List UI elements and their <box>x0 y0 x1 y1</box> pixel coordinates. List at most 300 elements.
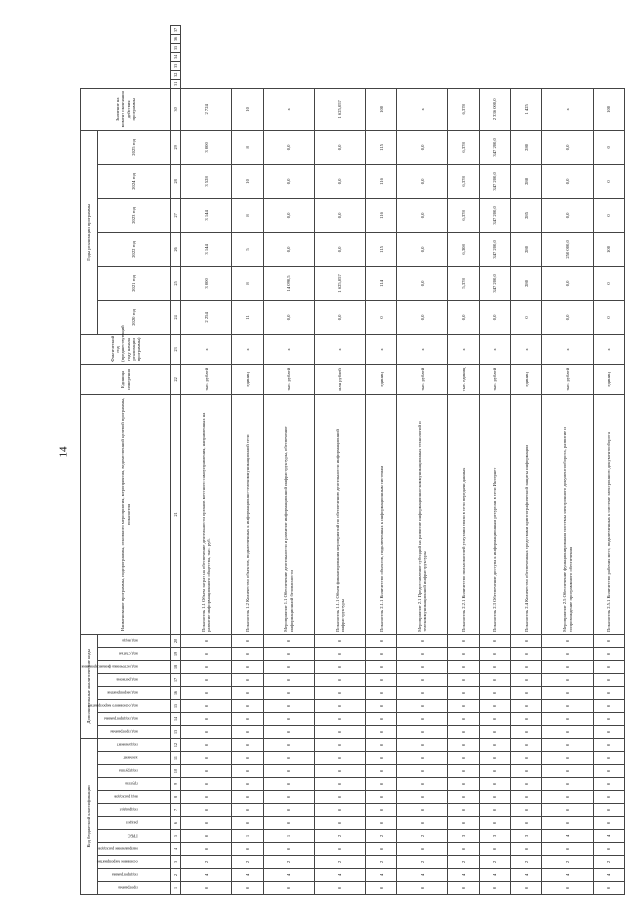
code-cell: 0 <box>542 804 593 817</box>
year-value-cell: 0,0 <box>263 300 314 334</box>
code-cell: 0 <box>397 791 448 804</box>
header-code-col-label: подэлемент <box>117 742 139 748</box>
addl-code-cell: 0 <box>181 673 232 686</box>
fact-cell: х <box>181 334 232 364</box>
addl-code-cell: 0 <box>511 634 542 647</box>
year-value-cell: 6,378 <box>448 130 479 164</box>
year-value-cell: 0,0 <box>542 266 593 300</box>
year-value-cell: 347 200,0 <box>479 232 510 266</box>
header-years: Годы реализации программы <box>81 130 98 334</box>
year-value-cell: 3 144 <box>181 232 232 266</box>
code-cell: 0 <box>181 804 232 817</box>
header-code-col-label: программа <box>118 885 138 891</box>
addl-code-cell: 0 <box>263 647 314 660</box>
column-number: 34 <box>171 52 181 61</box>
table-row <box>232 26 263 895</box>
code-cell: 3 <box>511 830 542 843</box>
column-number: 16 <box>171 686 181 699</box>
code-cell: 0 <box>181 791 232 804</box>
code-cell: 0 <box>181 765 232 778</box>
year-value-cell: 3 528 <box>181 164 232 198</box>
year-value-cell: 0,0 <box>314 300 365 334</box>
code-cell: 0 <box>479 843 510 856</box>
year-value-cell: 0 <box>593 198 624 232</box>
addl-code-cell: 0 <box>181 712 232 725</box>
addl-code-cell: 0 <box>542 725 593 738</box>
header-addl-col-label: код статьи <box>119 651 138 657</box>
page-number: 14 <box>57 446 70 458</box>
table-row <box>397 26 448 895</box>
code-cell: 0 <box>314 765 365 778</box>
header-addl-col <box>98 647 171 660</box>
final-value-cell: 1 625,057 <box>314 88 365 130</box>
column-number: 21 <box>171 394 181 634</box>
header-addl-col-label: код мероприятия <box>107 690 138 696</box>
addl-code-cell: 0 <box>448 634 479 647</box>
addl-code-cell: 0 <box>542 699 593 712</box>
year-value-cell: 8 <box>232 130 263 164</box>
column-number: 31 <box>171 79 181 88</box>
code-cell: 0 <box>511 778 542 791</box>
header-addl-col-label: код подпрограммы <box>104 716 138 722</box>
code-cell: 0 <box>593 778 624 791</box>
year-value-cell: 347 200,0 <box>479 130 510 164</box>
addl-code-cell: 0 <box>181 699 232 712</box>
rotated-table-container <box>80 25 625 895</box>
code-cell: 0 <box>511 765 542 778</box>
code-cell: 0 <box>365 817 396 830</box>
code-cell: 4 <box>365 869 396 882</box>
year-value-cell: 5,378 <box>448 266 479 300</box>
addl-code-cell: 0 <box>448 686 479 699</box>
code-cell: 0 <box>397 804 448 817</box>
addl-code-cell: 0 <box>263 699 314 712</box>
code-cell: 2 <box>593 856 624 869</box>
code-cell: 0 <box>181 817 232 830</box>
header-year: 2023 год <box>98 198 171 232</box>
addl-code-cell: 0 <box>479 660 510 673</box>
addl-code-cell: 0 <box>479 647 510 660</box>
addl-code-cell: 0 <box>365 673 396 686</box>
code-cell: 2 <box>448 856 479 869</box>
column-number: 12 <box>171 738 181 751</box>
code-cell: 0 <box>181 738 232 751</box>
column-number: 36 <box>171 35 181 44</box>
code-cell: 2 <box>397 856 448 869</box>
addl-code-cell: 0 <box>397 673 448 686</box>
column-number: 5 <box>171 830 181 843</box>
code-cell: 0 <box>314 804 365 817</box>
code-cell: 0 <box>181 882 232 895</box>
code-cell: 0 <box>542 791 593 804</box>
header-code-col <box>98 738 171 751</box>
addl-code-cell: 0 <box>232 699 263 712</box>
final-value-cell: х <box>263 88 314 130</box>
column-number: 17 <box>171 673 181 686</box>
code-cell: 4 <box>232 869 263 882</box>
year-value-cell: 0 <box>511 300 542 334</box>
header-addl-col-label: код вида <box>122 638 138 644</box>
fact-cell: х <box>232 334 263 364</box>
fact-cell: х <box>397 334 448 364</box>
final-value-cell: 6,378 <box>448 88 479 130</box>
final-value-cell: 2 336 000,0 <box>479 88 510 130</box>
year-value-cell: 8 <box>232 266 263 300</box>
code-cell: 4 <box>397 869 448 882</box>
unit-cell: единиц <box>511 364 542 394</box>
code-cell: 0 <box>448 738 479 751</box>
header-code-col-label: элемент <box>123 755 138 761</box>
code-cell: 0 <box>511 752 542 765</box>
table-row <box>511 26 542 895</box>
header-year: 2020 год <box>98 300 171 334</box>
year-value-cell: 0,0 <box>314 198 365 232</box>
code-cell: 0 <box>232 882 263 895</box>
code-cell: 0 <box>479 752 510 765</box>
code-cell: 0 <box>593 843 624 856</box>
column-number: 15 <box>171 699 181 712</box>
year-value-cell: 0,0 <box>397 232 448 266</box>
year-value-cell: 6,378 <box>448 198 479 232</box>
code-cell: 0 <box>542 817 593 830</box>
code-cell: 0 <box>479 804 510 817</box>
year-value-cell: 0,0 <box>314 164 365 198</box>
addl-code-cell: 0 <box>397 647 448 660</box>
addl-code-cell: 0 <box>232 725 263 738</box>
addl-code-cell: 0 <box>593 673 624 686</box>
code-cell: 0 <box>542 765 593 778</box>
code-cell: 0 <box>314 752 365 765</box>
code-cell: 4 <box>263 869 314 882</box>
table-row <box>314 26 365 895</box>
header-addl-col <box>88 699 171 712</box>
code-cell: 4 <box>542 869 593 882</box>
column-number: 10 <box>171 765 181 778</box>
code-cell: 4 <box>181 869 232 882</box>
header-final: Значение на момент окончания действия программы <box>81 88 171 130</box>
addl-code-cell: 0 <box>232 686 263 699</box>
code-cell: 0 <box>542 752 593 765</box>
addl-code-cell: 0 <box>365 712 396 725</box>
unit-cell: тыс. рублей <box>542 364 593 394</box>
code-cell: 3 <box>479 830 510 843</box>
addl-code-cell: 0 <box>448 699 479 712</box>
code-cell: 0 <box>263 738 314 751</box>
code-cell: 0 <box>397 843 448 856</box>
indicator-name: Показатель 1.1.1 Объем финансирования мероприятий по обеспечению деятельности информационной инфраструктуры <box>314 394 365 634</box>
code-cell: 2 <box>365 830 396 843</box>
addl-code-cell: 0 <box>181 660 232 673</box>
header-addl-col <box>98 686 171 699</box>
header-code-col-label: подраздел <box>120 807 138 813</box>
unit-cell: тыс. единиц <box>448 364 479 394</box>
addl-code-cell: 0 <box>232 673 263 686</box>
code-cell: 0 <box>448 752 479 765</box>
addl-code-cell: 0 <box>511 660 542 673</box>
addl-code-cell: 0 <box>397 660 448 673</box>
header-code-col <box>98 791 171 804</box>
year-value-cell: 0 <box>593 266 624 300</box>
addl-code-cell: 0 <box>511 699 542 712</box>
addl-code-cell: 0 <box>479 673 510 686</box>
code-cell: 0 <box>232 843 263 856</box>
addl-code-cell: 0 <box>542 673 593 686</box>
addl-code-cell: 0 <box>263 725 314 738</box>
indicator-name: Показатель 2.3 Обеспечение доступа к информационным ресурсам в сети Интернет <box>479 394 510 634</box>
column-number: 27 <box>171 198 181 232</box>
column-number: 7 <box>171 804 181 817</box>
year-value-cell: 0,0 <box>542 198 593 232</box>
addl-code-cell: 0 <box>448 712 479 725</box>
code-cell: 0 <box>263 791 314 804</box>
indicator-name: Показатель 2.1.1 Количество объектов, подключенных к информационным системам <box>365 394 396 634</box>
addl-code-cell: 0 <box>511 686 542 699</box>
header-unit: Единица измерения <box>81 364 171 394</box>
header-code-col-label: подпрограмма <box>112 872 138 878</box>
addl-code-cell: 0 <box>263 634 314 647</box>
code-cell: 0 <box>365 778 396 791</box>
column-number: 2 <box>171 869 181 882</box>
year-value-cell: 1 625,057 <box>314 266 365 300</box>
indicator-name: Показатель 1.2 Количество объектов, подключенных к информационно-телекоммуникационной сети <box>232 394 263 634</box>
code-cell: 0 <box>232 791 263 804</box>
code-cell: 0 <box>181 752 232 765</box>
code-cell: 0 <box>511 882 542 895</box>
year-value-cell: 0,0 <box>314 232 365 266</box>
code-cell: 2 <box>314 830 365 843</box>
code-cell: 0 <box>232 804 263 817</box>
addl-code-cell: 0 <box>365 699 396 712</box>
year-value-cell: 347 200,0 <box>479 164 510 198</box>
year-value-cell: 0,0 <box>542 164 593 198</box>
year-value-cell: 3 144 <box>181 198 232 232</box>
header-addl-col <box>98 634 171 647</box>
code-cell: 2 <box>479 856 510 869</box>
code-cell: 0 <box>511 843 542 856</box>
header-code-col <box>98 856 171 869</box>
code-cell: 0 <box>448 804 479 817</box>
code-cell: 0 <box>448 765 479 778</box>
addl-code-cell: 0 <box>232 647 263 660</box>
addl-code-cell: 0 <box>365 686 396 699</box>
fact-cell: х <box>593 334 624 364</box>
addl-code-cell: 0 <box>314 712 365 725</box>
addl-code-cell: 0 <box>593 647 624 660</box>
addl-code-cell: 0 <box>397 699 448 712</box>
code-cell: 4 <box>542 830 593 843</box>
code-cell: 4 <box>479 869 510 882</box>
column-number: 28 <box>171 164 181 198</box>
year-value-cell: 0,0 <box>542 300 593 334</box>
column-number: 19 <box>171 647 181 660</box>
year-value-cell: 114 <box>365 266 396 300</box>
column-number: 13 <box>171 725 181 738</box>
header-addl-col-label: код основного мероприятия <box>88 703 138 709</box>
addl-code-cell: 0 <box>263 712 314 725</box>
code-cell: 0 <box>365 738 396 751</box>
unit-cell: тыс. рублей <box>181 364 232 394</box>
addl-code-cell: 0 <box>542 686 593 699</box>
code-cell: 0 <box>479 778 510 791</box>
year-value-cell: 0 <box>593 164 624 198</box>
fact-cell: х <box>542 334 593 364</box>
code-cell: 0 <box>232 752 263 765</box>
addl-code-cell: 0 <box>181 686 232 699</box>
code-cell: 0 <box>448 843 479 856</box>
year-value-cell: 10 <box>232 164 263 198</box>
code-cell: 0 <box>181 843 232 856</box>
column-number: 32 <box>171 70 181 79</box>
code-cell: 0 <box>448 778 479 791</box>
addl-code-cell: 0 <box>365 647 396 660</box>
code-cell: 2 <box>542 856 593 869</box>
code-cell: 0 <box>542 778 593 791</box>
code-cell: 0 <box>397 752 448 765</box>
addl-code-cell: 0 <box>479 686 510 699</box>
column-number: 1 <box>171 882 181 895</box>
addl-code-cell: 0 <box>593 725 624 738</box>
column-number: 20 <box>171 634 181 647</box>
header-addl-col-label: код программы <box>110 729 138 735</box>
code-cell: 0 <box>365 843 396 856</box>
year-value-cell: 6,378 <box>448 164 479 198</box>
indicator-name: Мероприятие 1.1 Обеспечение деятельности и развитие информационной инфраструктуры, обеспечение информационной безопасности <box>263 394 314 634</box>
addl-code-cell: 0 <box>397 712 448 725</box>
table-row <box>181 26 232 895</box>
year-value-cell: 14 090,5 <box>263 266 314 300</box>
fact-cell: х <box>479 334 510 364</box>
header-code-col <box>98 869 171 882</box>
addl-code-cell: 0 <box>397 634 448 647</box>
final-value-cell: 1 425 <box>511 88 542 130</box>
header-code-col <box>98 882 171 895</box>
final-value-cell: 10 <box>232 88 263 130</box>
unit-cell: единиц <box>593 364 624 394</box>
code-cell: 0 <box>511 804 542 817</box>
year-value-cell: 11 <box>232 300 263 334</box>
code-cell: 0 <box>448 791 479 804</box>
header-code-col <box>98 843 171 856</box>
column-number: 3 <box>171 856 181 869</box>
table-row <box>448 26 479 895</box>
addl-code-cell: 0 <box>448 673 479 686</box>
header-code-col <box>98 817 171 830</box>
header-addl-col <box>81 660 171 673</box>
code-cell: 0 <box>479 791 510 804</box>
column-number: 24 <box>171 300 181 334</box>
year-value-cell: 8 <box>232 198 263 232</box>
column-number: 25 <box>171 266 181 300</box>
addl-code-cell: 0 <box>479 725 510 738</box>
addl-code-cell: 0 <box>232 634 263 647</box>
column-number: 8 <box>171 791 181 804</box>
header-code-col-label: группа <box>125 781 138 787</box>
addl-code-cell: 0 <box>263 660 314 673</box>
code-cell: 0 <box>181 830 232 843</box>
header-code-col-label: ГРБС <box>128 833 138 839</box>
year-value-cell: 115 <box>365 130 396 164</box>
code-cell: 0 <box>593 817 624 830</box>
year-value-cell: 0,0 <box>397 164 448 198</box>
code-cell: 0 <box>448 817 479 830</box>
header-title: Наименование программы, подпрограммы, основного мероприятия, мероприятия, ведомственной целевой программы, показателя <box>81 394 171 634</box>
code-cell: 0 <box>314 791 365 804</box>
table-row <box>365 26 396 895</box>
year-value-cell: 6,308 <box>448 232 479 266</box>
addl-code-cell: 0 <box>448 725 479 738</box>
addl-code-cell: 0 <box>314 634 365 647</box>
code-cell: 4 <box>593 830 624 843</box>
addl-code-cell: 0 <box>593 686 624 699</box>
addl-code-cell: 0 <box>479 712 510 725</box>
addl-code-cell: 0 <box>314 647 365 660</box>
code-cell: 0 <box>314 738 365 751</box>
header-code-col <box>98 778 171 791</box>
code-cell: 2 <box>397 830 448 843</box>
year-value-cell: 0,0 <box>397 130 448 164</box>
year-value-cell: 0,0 <box>479 300 510 334</box>
header-code-col-label: направление расходов <box>98 846 138 852</box>
code-cell: 0 <box>314 882 365 895</box>
header-year: 2022 год <box>98 232 171 266</box>
addl-code-cell: 0 <box>181 634 232 647</box>
code-cell: 0 <box>593 752 624 765</box>
addl-code-cell: 0 <box>542 660 593 673</box>
code-cell: 0 <box>479 817 510 830</box>
code-cell: 0 <box>542 882 593 895</box>
code-cell: 0 <box>365 752 396 765</box>
code-cell: 0 <box>397 765 448 778</box>
code-cell: 0 <box>365 765 396 778</box>
table-row <box>593 26 624 895</box>
header-additional-codes: Дополнительные аналитические коды <box>81 634 98 738</box>
code-cell: 0 <box>263 882 314 895</box>
addl-code-cell: 0 <box>314 725 365 738</box>
addl-code-cell: 0 <box>479 699 510 712</box>
addl-code-cell: 0 <box>511 712 542 725</box>
addl-code-cell: 0 <box>448 647 479 660</box>
year-value-cell: 280 <box>511 232 542 266</box>
column-number: 14 <box>171 712 181 725</box>
code-cell: 0 <box>263 817 314 830</box>
addl-code-cell: 0 <box>232 712 263 725</box>
year-value-cell: 0,0 <box>448 300 479 334</box>
unit-cell: тыс. рублей <box>479 364 510 394</box>
unit-cell: млн рублей <box>314 364 365 394</box>
year-value-cell: 3 000 <box>181 266 232 300</box>
addl-code-cell: 0 <box>181 725 232 738</box>
code-cell: 4 <box>593 869 624 882</box>
code-cell: 0 <box>232 765 263 778</box>
column-number: 37 <box>171 26 181 35</box>
header-code-col-label: подгруппа <box>119 768 138 774</box>
addl-code-cell: 0 <box>314 660 365 673</box>
code-cell: 0 <box>593 882 624 895</box>
code-cell: 0 <box>314 778 365 791</box>
header-code-col <box>98 804 171 817</box>
addl-code-cell: 0 <box>542 647 593 660</box>
code-cell: 1 <box>263 830 314 843</box>
year-value-cell: 0 <box>365 300 396 334</box>
header-code-col-label: вид расходов <box>114 794 138 800</box>
indicator-name: Мероприятие 2.5 Обеспечение функционирования системы электронного документооборота, развитие и сопровождение программного обеспечения <box>542 394 593 634</box>
year-value-cell: 288 <box>511 164 542 198</box>
indicator-name: Показатель 2.2.1 Количество пользователей услугами связи в сети передачи данных <box>448 394 479 634</box>
table-row <box>479 26 510 895</box>
code-cell: 2 <box>314 856 365 869</box>
code-cell: 0 <box>314 817 365 830</box>
indicator-name: Показатель 1.1 Объем затрат на обеспечение деятельности органов местного самоуправления, направленных на развитие информационного общества, тыс. руб. <box>181 394 232 634</box>
